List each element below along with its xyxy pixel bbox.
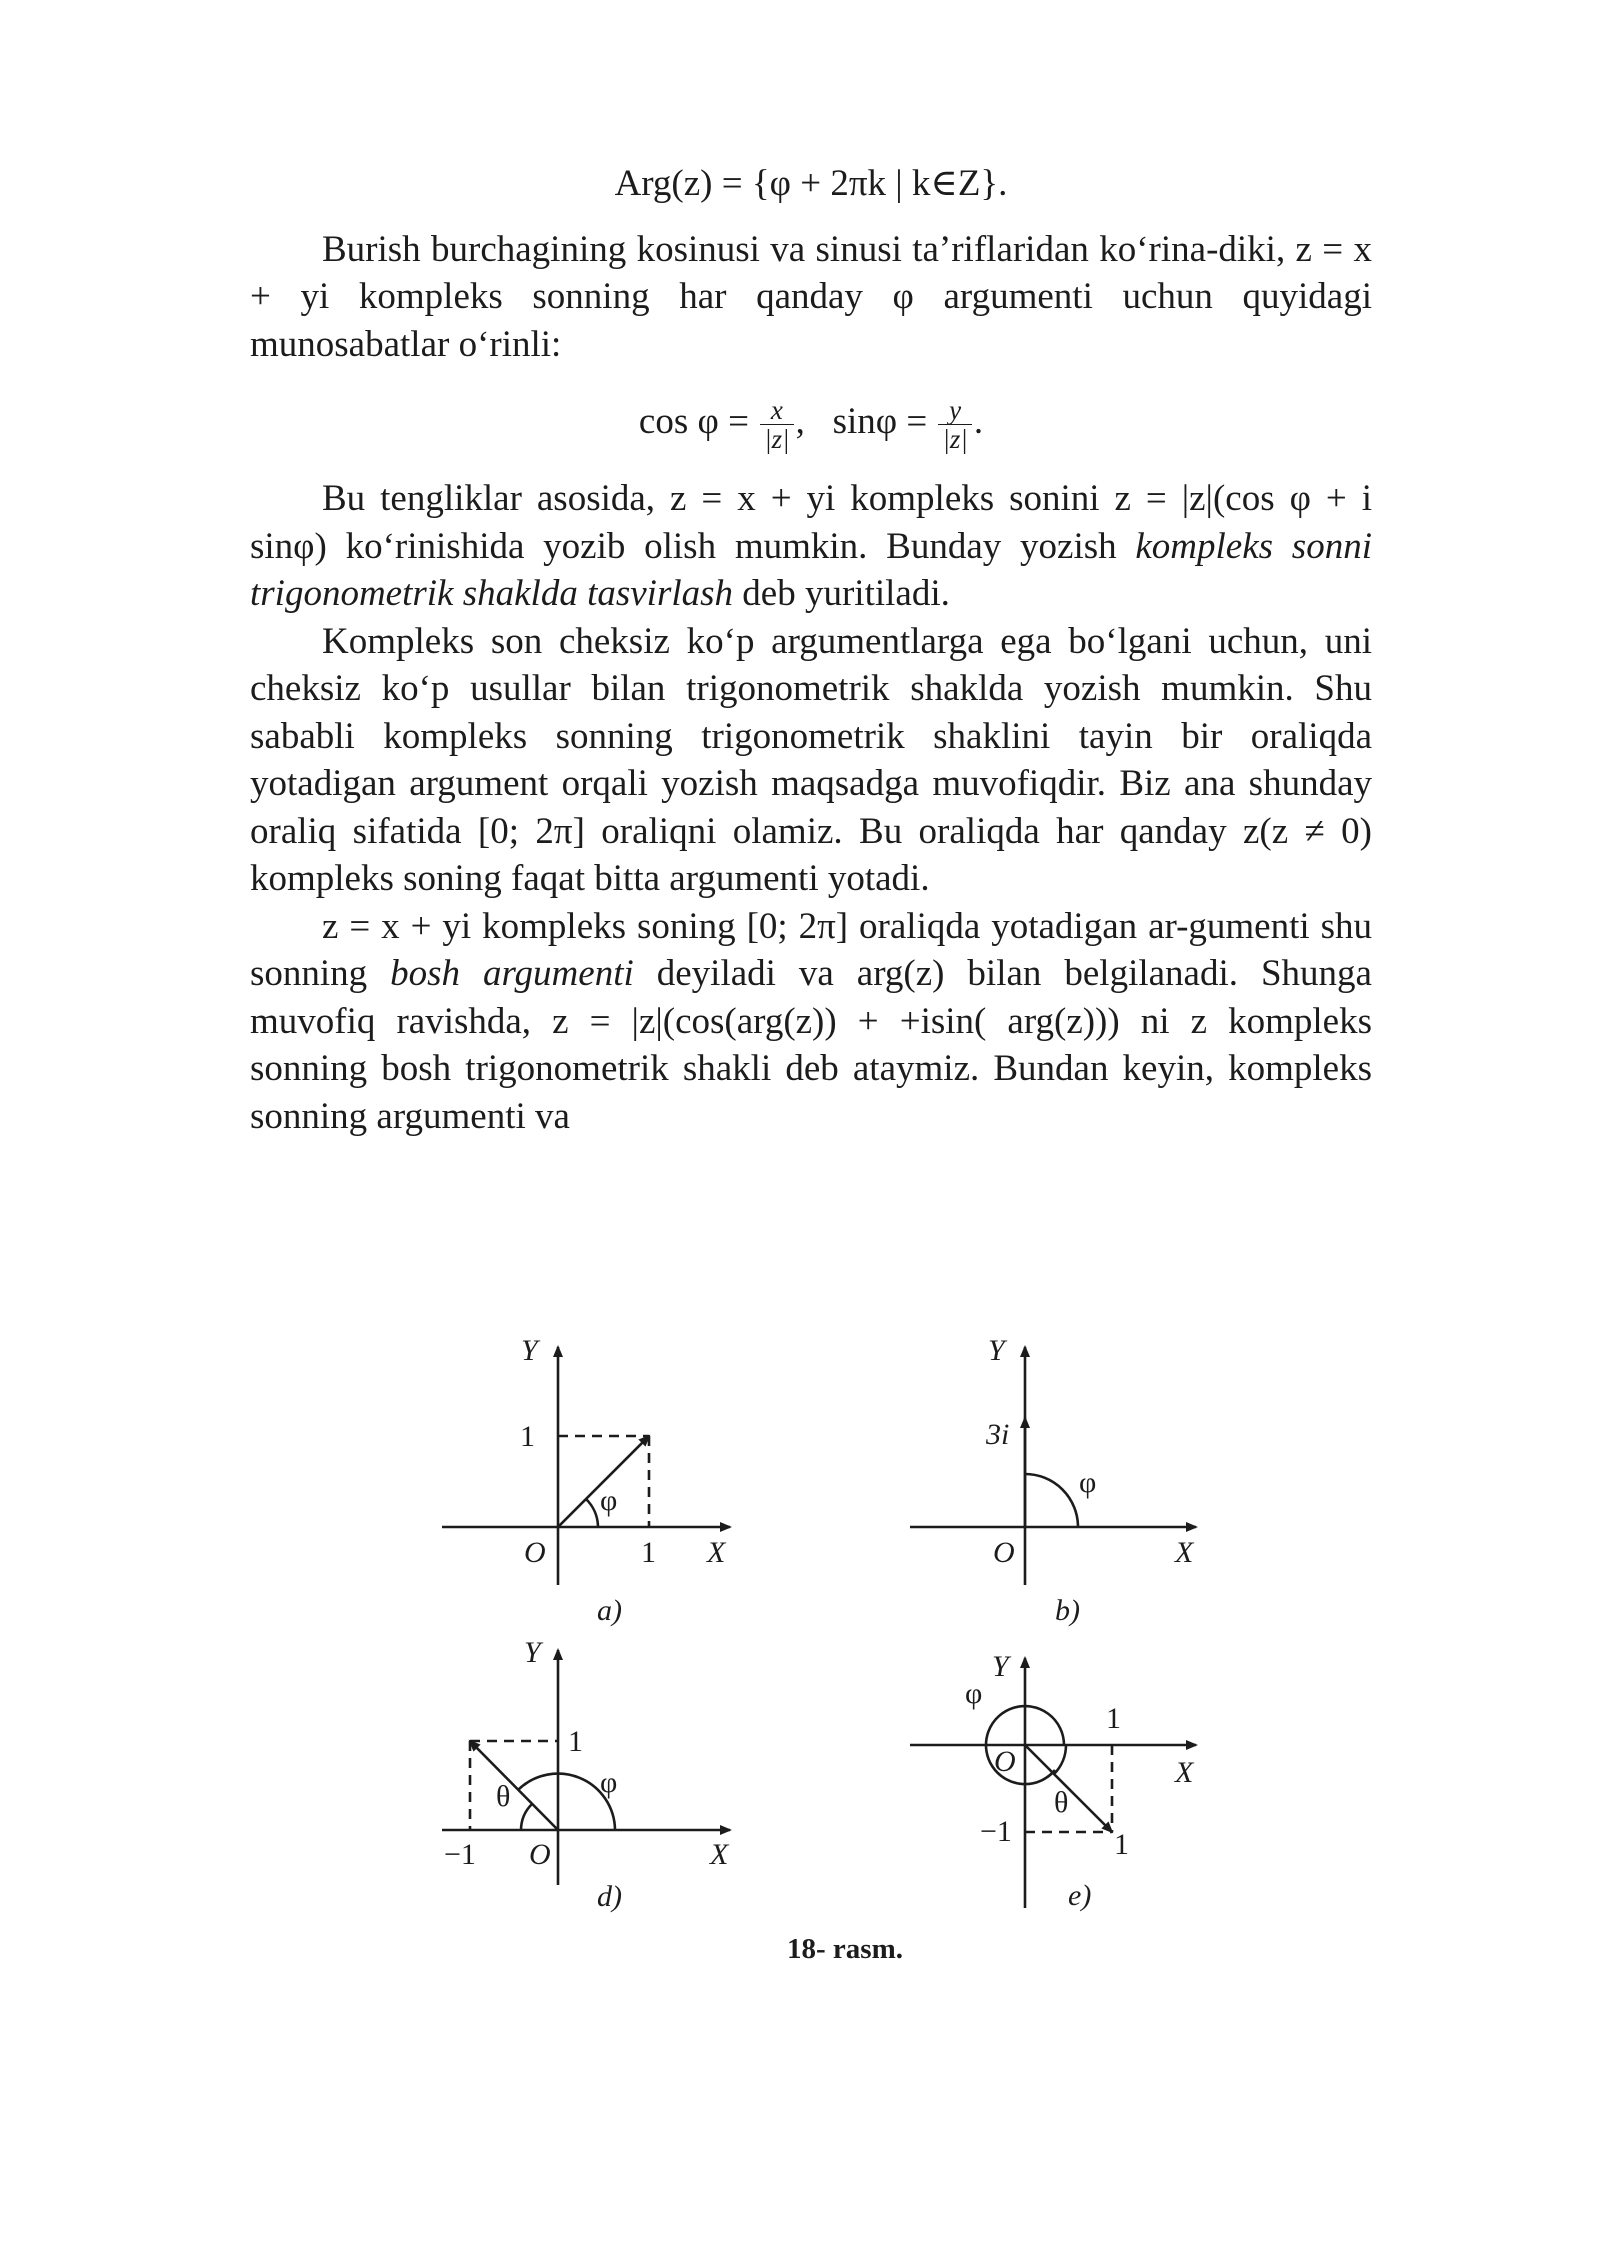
tick-y-e: −1	[980, 1815, 1012, 1848]
tick-y-a: 1	[520, 1420, 535, 1453]
angle-label-e: φ	[965, 1677, 983, 1710]
cos-denominator: |z|	[764, 424, 790, 454]
paragraph-1: Burish burchagining kosinusi va sinusi ta’riflaridan ko‘rina-diki, z = x + yi kompleks sonning har qanday φ argumenti uchun quyidagi munosabatlar o‘rinli:	[250, 228, 1372, 365]
paragraph-3: Kompleks son cheksiz ko‘p argumentlarga ega bo‘lgani uchun, uni cheksiz ko‘p usullar bilan trigonometrik shaklda yozish mumkin. Shu sababli kompleks sonning trigonometrik shaklini tayin bir oraliqda yotadigan argument orqali yozish maqsadga muvofiqdir. Biz ana shunday oraliq sifatida [0; 2π] oraliqni olamiz. Bu oraliqda har qanday z(z ≠ 0) kompleks soning faqat bitta argumenti yotadi.	[250, 620, 1372, 899]
origin-a: O	[524, 1536, 546, 1569]
formula-arg: Arg(z) = {φ + 2πk | k∈Z}.	[614, 163, 1008, 204]
origin-d: O	[529, 1838, 551, 1871]
label-y-e: Y	[992, 1650, 1009, 1683]
sub-a: a)	[597, 1594, 622, 1627]
label-x-b: X	[1175, 1536, 1194, 1569]
formula-cos-sin: cos φ = $\frac{x}{|z|}$ , sinφ = $\frac{y}{|z|}$ .	[638, 395, 984, 454]
cos-numerator: x	[760, 396, 793, 425]
angle-label-b: φ	[1079, 1466, 1097, 1499]
panel-e	[910, 1658, 1196, 1908]
sub-b: b)	[1055, 1594, 1080, 1627]
figure-caption: 18- rasm.	[787, 1933, 903, 1965]
tick-x2-e: 1	[1114, 1828, 1129, 1861]
panel-b	[910, 1347, 1196, 1585]
angle-arc-theta-e	[1054, 1745, 1066, 1774]
angle-arc-b	[1025, 1474, 1078, 1527]
angle-label-d: φ	[600, 1766, 618, 1799]
theta-label-e: θ	[1054, 1786, 1069, 1819]
cos-fraction	[760, 396, 793, 453]
paragraph-2-emphasis: kompleks sonni trigonometrik shaklda tasvirlash	[250, 525, 1372, 614]
tick-y-d: 1	[568, 1725, 583, 1758]
paragraph-2-text-b: deb yuritiladi.	[733, 573, 950, 614]
page-content	[250, 160, 1372, 1140]
angle-arc-a	[586, 1499, 598, 1527]
sin-numerator: y	[938, 396, 971, 425]
label-x-a: X	[707, 1536, 726, 1569]
figure-18	[0, 1330, 1600, 2010]
tick-x-d: −1	[444, 1838, 476, 1871]
origin-b: O	[993, 1536, 1015, 1569]
angle-arc-theta-d	[521, 1804, 532, 1830]
angle-label-a: φ	[600, 1484, 618, 1517]
sub-e: e)	[1068, 1879, 1092, 1912]
vector-d	[470, 1741, 558, 1830]
sin-fraction	[938, 396, 971, 453]
tick-x-e: 1	[1106, 1702, 1121, 1735]
sub-d: d)	[597, 1880, 622, 1913]
sin-left: sinφ =	[832, 400, 928, 442]
panel-a	[442, 1347, 730, 1585]
vector-e	[1025, 1745, 1112, 1832]
theta-label-d: θ	[496, 1780, 511, 1813]
paragraph-2	[250, 475, 1372, 618]
paragraph-4-emphasis: bosh argumenti	[390, 953, 634, 994]
paragraph-4	[250, 903, 1372, 1141]
label-y-d: Y	[524, 1636, 541, 1669]
panel-d	[442, 1650, 730, 1885]
paragraph-4-text-b: deyiladi va arg(z) bilan belgilanadi. Shunga muvofiq ravishda, z = |z|(cos(arg(z)) + +isin( arg(z))) ni z kompleks sonning bosh trigonometrik shakli deb ataymiz. Bundan keyin, kompleks sonning argumenti va	[250, 953, 1372, 1137]
label-y-b: Y	[988, 1334, 1005, 1367]
cos-left: cos φ =	[638, 400, 749, 442]
label-x-d: X	[710, 1838, 729, 1871]
tick-x-a: 1	[641, 1536, 656, 1569]
origin-e: O	[994, 1745, 1016, 1778]
paragraph-4-text-a: z = x + yi kompleks soning [0; 2π] oraliqda yotadigan ar-gumenti shu sonning	[250, 905, 1372, 994]
figure-svg	[0, 1330, 1600, 2010]
label-x-e: X	[1175, 1756, 1194, 1789]
tick-y-b: 3i	[986, 1418, 1010, 1451]
sin-denominator: |z|	[942, 424, 968, 454]
paragraph-2-text-a: Bu tengliklar asosida, z = x + yi kompleks sonini z = |z|(cos φ + i sinφ) ko‘rinishida yozib olish mumkin. Bunday yozish	[250, 478, 1372, 567]
label-y-a: Y	[521, 1334, 538, 1367]
